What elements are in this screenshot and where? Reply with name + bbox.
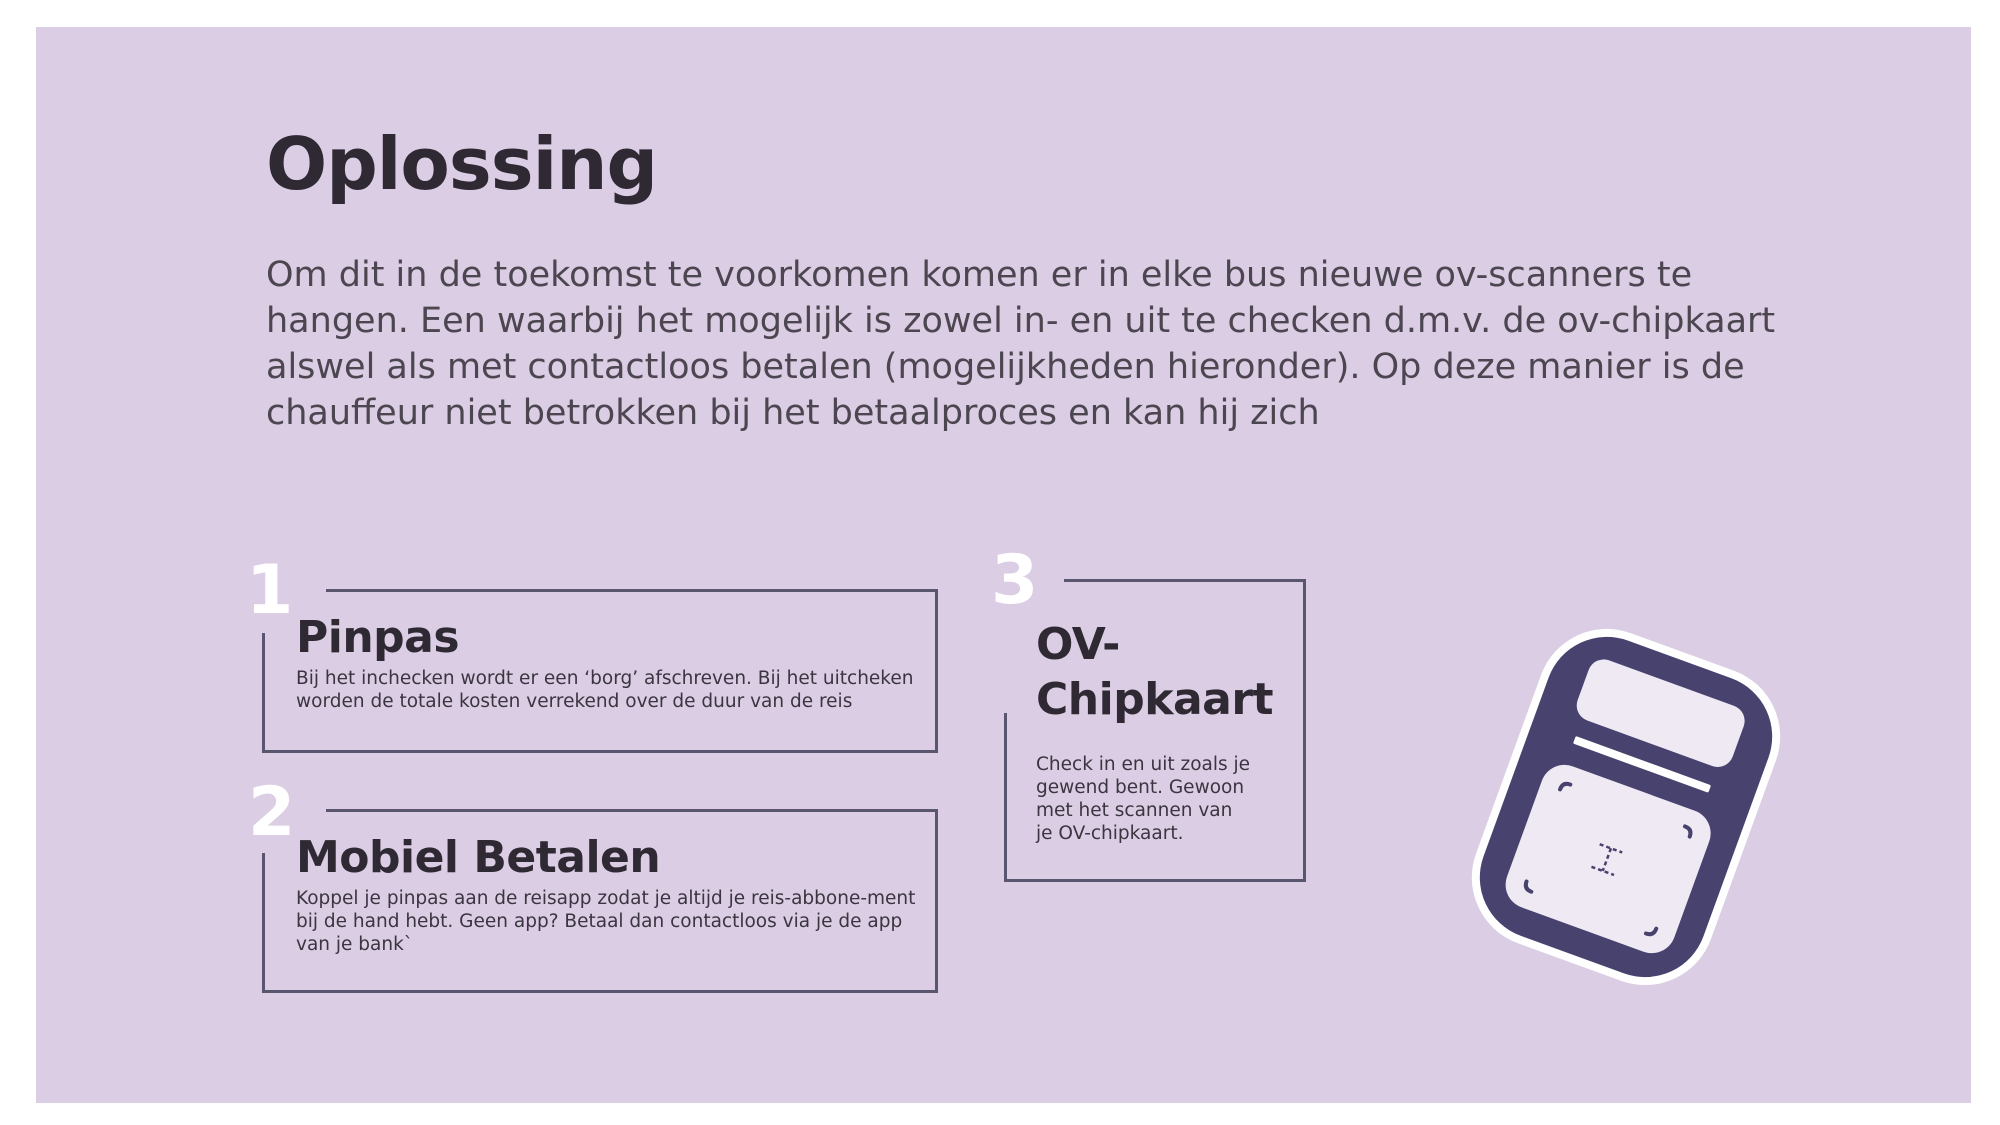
option-title-pinpas: Pinpas <box>296 612 460 663</box>
page-title: Oplossing <box>266 122 658 206</box>
option-text-pinpas: Bij het inchecken wordt er een ‘borg’ afschreven. Bij het uitcheken worden de totale kosten verrekend over de duur van de reis <box>296 668 914 712</box>
option-text-ov-chipkaart: Check in en uit zoals je gewend bent. Gewoon met het scannen van je OV-chipkaart. <box>1036 754 1251 844</box>
option-text-mobiel-betalen: Koppel je pinpas aan de reisapp zodat je altijd je reis-abbone-ment bij de hand hebt. Geen app? Betaal dan contactloos via je de app van je bank` <box>296 888 916 955</box>
option-number-2: 2 <box>248 773 296 852</box>
slide <box>36 27 1971 1103</box>
option-number-1: 1 <box>246 551 294 630</box>
intro-paragraph: Om dit in de toekomst te voorkomen komen er in elke bus nieuwe ov-scanners te hangen. Een waarbij het mogelijk is zowel in- en uit te checken d.m.v. de ov-chipkaart alswel als met contactloos betalen (mogelijkheden hieronder). Op deze manier is de chauffeur niet betrokken bij het betaalproces en kan hij zich <box>266 255 1776 433</box>
option-number-3: 3 <box>991 541 1039 620</box>
option-title-mobiel-betalen: Mobiel Betalen <box>296 832 661 883</box>
ov-scanner-icon <box>1446 607 1806 1007</box>
option-title-ov-chipkaart: OV-Chipkaart <box>1036 619 1274 725</box>
